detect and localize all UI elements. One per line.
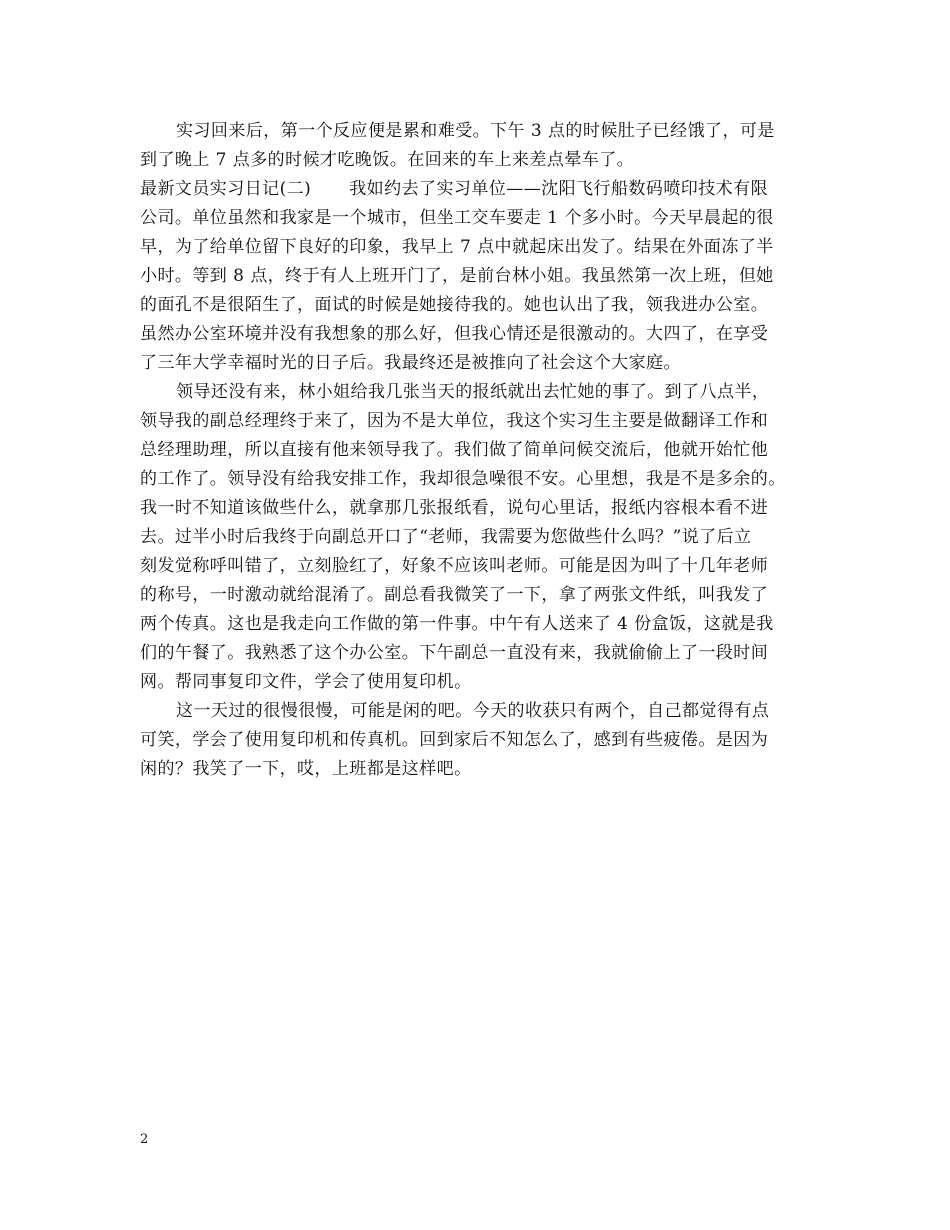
text-line: 刻发觉称呼叫错了，立刻脸红了，好象不应该叫老师。可能是因为叫了十几年老师 xyxy=(140,556,769,576)
document-body xyxy=(140,117,812,784)
text-line: 们的午餐了。我熟悉了这个办公室。下午副总一直没有来，我就偷偷上了一段时间 xyxy=(140,643,769,663)
text-line: 小时。等到 8 点，终于有人上班开门了，是前台林小姐。我虽然第一次上班，但她 xyxy=(140,266,774,286)
text-line: 我如约去了实习单位——沈阳飞行船数码喷印技术有限 xyxy=(349,179,769,199)
page-number: 2 xyxy=(140,1132,149,1147)
text-line: 可笑，学会了使用复印机和传真机。回到家后不知怎么了，感到有些疲倦。是因为 xyxy=(140,730,769,750)
text-line: 领导还没有来，林小姐给我几张当天的报纸就出去忙她的事了。到了八点半， xyxy=(176,382,770,402)
text-line: 去。过半小时后我终于向副总开口了“老师，我需要为您做些什么吗？”说了后立 xyxy=(140,527,752,547)
text-line: 闲的？我笑了一下，哎，上班都是这样吧。 xyxy=(140,759,472,779)
text-line: 我一时不知道该做些什么，就拿那几张报纸看，说句心里话，报纸内容根本看不进 xyxy=(140,498,769,518)
text-line: 的面孔不是很陌生了，面试的时候是她接待我的。她也认出了我，领我进办公室。 xyxy=(140,295,769,315)
text-line: 这一天过的很慢很慢，可能是闲的吧。今天的收获只有两个，自己都觉得有点 xyxy=(176,701,770,721)
text-line: 早，为了给单位留下良好的印象，我早上 7 点中就起床出发了。结果在外面冻了半 xyxy=(140,237,774,257)
text-line: 网。帮同事复印文件，学会了使用复印机。 xyxy=(140,672,472,692)
text-line: 了三年大学幸福时光的日子后。我最终还是被推向了社会这个大家庭。 xyxy=(140,353,681,373)
heading-line xyxy=(140,175,812,204)
text-line: 的称号，一时激动就给混淆了。副总看我微笑了一下，拿了两张文件纸，叫我发了 xyxy=(140,585,769,605)
text-line: 到了晚上 7 点多的时候才吃晚饭。在回来的车上来差点晕车了。 xyxy=(140,150,635,170)
text-line: 的工作了。领导没有给我安排工作，我却很急噪很不安。心里想，我是不是多余的。 xyxy=(140,469,786,489)
text-line: 总经理助理，所以直接有他来领导我了。我们做了简单问候交流后，他就开始忙他 xyxy=(140,440,769,460)
text-line: 两个传真。这也是我走向工作做的第一件事。中午有人送来了 4 份盒饭，这就是我 xyxy=(140,614,774,634)
text-line: 领导我的副总经理终于来了，因为不是大单位，我这个实习生主要是做翻译工作和 xyxy=(140,411,769,431)
text-line: 虽然办公室环境并没有我想象的那么好，但我心情还是很激动的。大四了，在享受 xyxy=(140,324,769,344)
section-heading: 最新文员实习日记(二) xyxy=(140,179,312,199)
text-line: 实习回来后，第一个反应便是累和难受。下午 3 点的时候肚子已经饿了，可是 xyxy=(176,121,775,141)
text-line: 公司。单位虽然和我家是一个城市，但坐工交车要走 1 个多小时。今天早晨起的很 xyxy=(140,208,774,228)
